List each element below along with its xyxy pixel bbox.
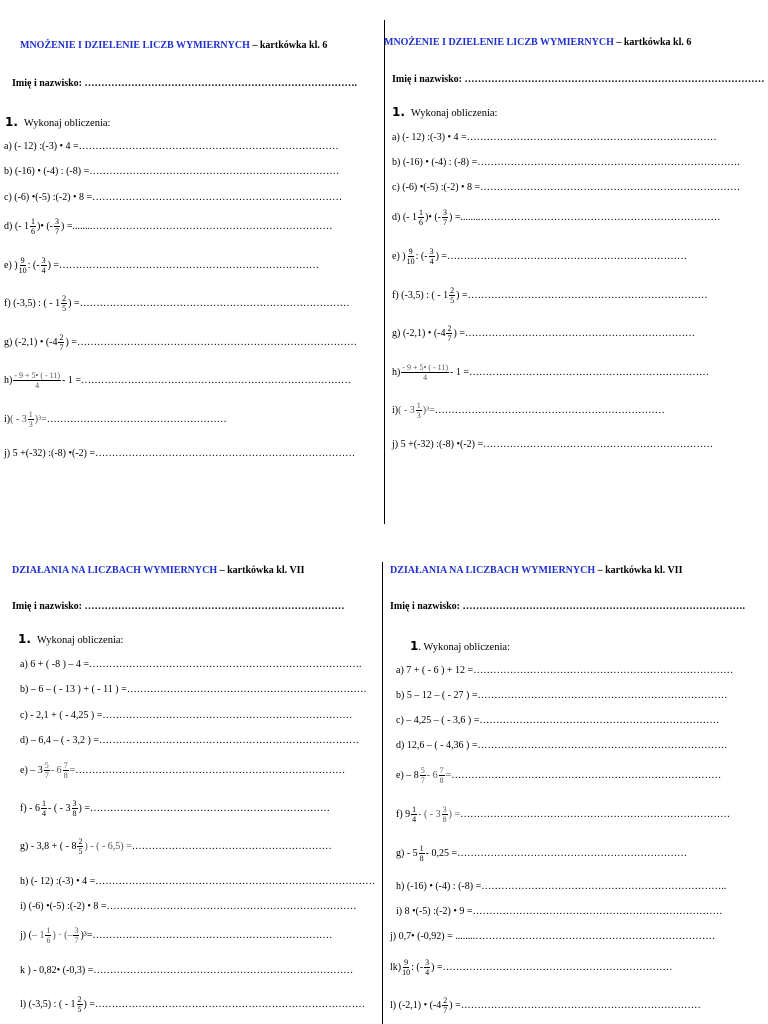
quiz-sheet-bottom-right <box>384 540 768 1024</box>
exercise-g[interactable]: g) - 3,8 + ( - 8 $\frac{2}{5}$ ) - ( - 6,5) = …………………………………………………… <box>20 837 332 856</box>
fraction: $\frac{2}{5}$ <box>450 286 455 305</box>
exercise-f[interactable]: f) - 6 $\frac{1}{4}$ - ( - 3 $\frac{3}{8}$ ) = ……………………………………………………………… <box>20 799 330 818</box>
fraction: $\frac{7}{8}$ <box>439 766 444 785</box>
exercise-k[interactable]: k ) - 0,82• (-0,3) = …………………………………………………………………… <box>20 965 354 976</box>
bottom-divider <box>382 562 383 1024</box>
fraction: $\frac{2}{7}$ <box>443 996 448 1015</box>
fraction: $\frac{1}{3}$ <box>416 401 421 420</box>
exercise-b[interactable]: b) (-16) • (-4) : (-8) = ……………………………………………………………………. <box>392 157 740 168</box>
fraction: $\frac{3}{7}$ <box>443 208 447 227</box>
exercise-e[interactable]: e) – 3 $\frac{5}{7}$ - 6 $\frac{7}{8}$ = ……………………………………………………………………… <box>20 761 346 780</box>
exercise-j[interactable]: j) 0,7• (-0,92) = ........ ……………………………………………………………… <box>390 931 716 942</box>
exercise-g[interactable]: g) (-2,1) • (-4 $\frac{2}{7}$ ) = …………………………………………………………… <box>392 324 695 343</box>
fraction: $\frac{1}{4}$ <box>412 805 417 824</box>
fraction: $\frac{9}{10}$ <box>18 256 27 275</box>
sheet-title: MNOŻENIE I DZIELENIE LICZB WYMIERNYCH – kartkówka kl. 6 <box>384 37 692 48</box>
sheet-title: MNOŻENIE I DZIELENIE LICZB WYMIERNYCH – kartkówka kl. 6 <box>20 40 328 51</box>
exercise-h[interactable]: h) (-16) • (-4) : (-8) = ……………………………………………………………….. <box>396 881 727 892</box>
fraction: $\frac{3}{8}$ <box>72 799 77 818</box>
exercise-j[interactable]: j) ( – 1 $\frac{1}{6}$ ) · (– $\frac{3}{7}$ )³= ……………………………………………………………… <box>20 926 333 945</box>
sheet-title: DZIAŁANIA NA LICZBACH WYMIERNYCH – kartkówka kl. VII <box>12 565 305 576</box>
exercise-b[interactable]: b) – 6 – ( - 13 ) + ( - 11 ) = ……………………………………………………………… <box>20 684 367 695</box>
fraction: $\frac{1}{6}$ <box>419 208 423 227</box>
exercise-k[interactable]: lk) $\frac{9}{10}$ : (- $\frac{3}{4}$ ) = …………………………………………………………… <box>390 958 673 977</box>
exercise-d[interactable]: d) (- 1 $\frac{1}{6}$ )• (- $\frac{3}{7}$ ) =........ ……………………………………………………………… <box>4 217 333 236</box>
task-heading: 1. Wykonaj obliczenia: <box>392 105 498 119</box>
exercise-h[interactable]: h) (- 12) :(-3) • 4 = ………………………………………………………………………… <box>20 876 376 887</box>
quiz-sheet-top-right <box>384 0 768 520</box>
fraction: $\frac{5}{7}$ <box>44 761 49 780</box>
exercise-d[interactable]: d) 12,6 – ( - 4,36 ) = ………………………………………………………………… <box>396 740 728 751</box>
sheet-title: DZIAŁANIA NA LICZBACH WYMIERNYCH – kartkówka kl. VII <box>390 565 683 576</box>
fraction: $\frac{7}{8}$ <box>63 761 68 780</box>
task-heading: 1. Wykonaj obliczenia: <box>18 632 124 646</box>
fraction: $\frac{1}{4}$ <box>42 799 46 818</box>
exercise-a[interactable]: a) 7 + ( - 6 ) + 12 = …………………………………………………………………… <box>396 665 734 676</box>
fraction: $\frac{3}{7}$ <box>74 926 79 945</box>
exercise-c[interactable]: c) - 2,1 + ( - 4,25 ) = ………………………………………………………………… <box>20 710 353 721</box>
exercise-g[interactable]: g) - 5 $\frac{1}{8}$ - 0,25 = …………………………………………………………… <box>396 844 688 863</box>
exercise-d[interactable]: d) – 6,4 – ( - 3,2 ) = …………………………………………………………………… <box>20 735 359 746</box>
exercise-a[interactable]: a) 6 + ( -8 ) – 4 = ………………………………………………………………………. <box>20 659 362 670</box>
exercise-b[interactable]: b) (-16) • (-4) : (-8) = ………………………………………………………………… <box>4 166 340 177</box>
exercise-l[interactable]: l) (-2,1) • (-4 $\frac{2}{7}$ ) = ……………………………………………………………… <box>390 996 701 1015</box>
fraction: $\frac{3}{7}$ <box>55 217 59 236</box>
exercise-g[interactable]: g) (-2,1) • (-4 $\frac{2}{7}$ ) = ………………………………………………………………………… <box>4 333 357 352</box>
fraction: $\frac{2}{5}$ <box>78 837 83 856</box>
exercise-d[interactable]: d) (- 1 $\frac{1}{6}$ )• (- $\frac{3}{7}$ ) =........ ……………………………………………………………… <box>392 208 721 227</box>
exercise-c[interactable]: c) (-6) •(-5) :(-2) • 8 = ………………………………………………………………… <box>4 192 343 203</box>
quiz-sheet-bottom-left <box>0 540 380 1024</box>
exercise-i[interactable]: i) ( - 3 $\frac{1}{3}$ )³= …………………………………………………………… <box>392 401 665 420</box>
exercise-i[interactable]: i) (-6) •(-5) :(-2) • 8 = ………………………………………………………………… <box>20 901 357 912</box>
exercise-e[interactable]: e) ) $\frac{9}{10}$ : (- $\frac{3}{4}$ ) = …………………………………………………………………… <box>4 256 320 275</box>
exercise-f[interactable]: f) (-3,5) : ( - 1 $\frac{2}{5}$ ) = ……………………………………………………………………… <box>4 294 350 313</box>
fraction: $\frac{3}{4}$ <box>425 958 430 977</box>
fraction: $\frac{1}{6}$ <box>31 217 35 236</box>
exercise-e[interactable]: e) – 8 $\frac{5}{7}$ - 6 $\frac{7}{8}$ = ……………………………………………………………………… <box>396 766 722 785</box>
name-field[interactable]: Imię i nazwisko: ……………………………………………………………………………… <box>392 74 765 85</box>
exercise-j[interactable]: j) 5 +(-32) :(-8) •(-2) = …………………………………………………………………… <box>4 448 356 459</box>
fraction: $\frac{3}{4}$ <box>429 247 434 266</box>
name-field[interactable]: Imię i nazwisko: …………………………………………………………………………. <box>390 601 745 612</box>
fraction: $\frac{1}{3}$ <box>28 410 33 429</box>
exercise-h[interactable]: h) $\frac{- 9 + 5• ( - 11)}{4}$ - 1 = ……………………………………………………………… <box>392 363 709 382</box>
fraction: $\frac{2}{5}$ <box>77 995 82 1014</box>
exercise-c[interactable]: c) (-6) •(-5) :(-2) • 8 = …………………………………………………………………… <box>392 182 741 193</box>
exercise-a[interactable]: a) (- 12) :(-3) • 4 = …………………………………………………………………… <box>4 141 339 152</box>
fraction: $\frac{9}{10}$ <box>402 958 411 977</box>
exercise-b[interactable]: b) 5 – 12 – ( - 27 ) = ………………………………………………………………… <box>396 690 728 701</box>
fraction: $\frac{2}{7}$ <box>59 333 64 352</box>
fraction: $\frac{3}{4}$ <box>41 256 46 275</box>
exercise-j[interactable]: j) 5 +(-32) :(-8) •(-2) = …………………………………………………………… <box>392 439 714 450</box>
exercise-h[interactable]: h) $\frac{- 9 + 5• ( - 11)}{4}$ - 1 = ……………………………………………………………………… <box>4 371 351 390</box>
fraction: $\frac{1}{6}$ <box>46 926 51 945</box>
name-field[interactable]: Imię i nazwisko: ………………………………………………………………………. <box>12 78 357 89</box>
fraction: $\frac{2}{7}$ <box>447 324 452 343</box>
exercise-e[interactable]: e) ) $\frac{9}{10}$ : (- $\frac{3}{4}$ ) = ……………………………………………………………… <box>392 247 688 266</box>
quiz-sheet-top-left <box>0 0 380 520</box>
fraction: $\frac{- 9 + 5• ( - 11)}{4}$ <box>14 371 61 390</box>
fraction: $\frac{9}{10}$ <box>406 247 415 266</box>
exercise-i[interactable]: i) ( - 3 $\frac{1}{3}$ )³= ……………………………………………… <box>4 410 227 429</box>
fraction: $\frac{1}{8}$ <box>419 844 424 863</box>
exercise-i[interactable]: i) 8 •(-5) :(-2) • 9 = ………………………………………………………………… <box>396 906 723 917</box>
exercise-f[interactable]: f) 9 $\frac{1}{4}$ - ( - 3 $\frac{3}{8}$ ) = ……………………………………………………………………… <box>396 805 731 824</box>
fraction: $\frac{2}{5}$ <box>62 294 67 313</box>
name-field[interactable]: Imię i nazwisko: …………………………………………………………………… <box>12 601 345 612</box>
exercise-c[interactable]: c) – 4,25 – ( - 3,6 ) = ……………………………………………………………… <box>396 715 720 726</box>
exercise-a[interactable]: a) (- 12) :(-3) • 4 = ………………………………………………………………… <box>392 132 717 143</box>
fraction: $\frac{- 9 + 5• ( - 11)}{4}$ <box>402 363 449 382</box>
task-heading: 1. Wykonaj obliczenia: <box>5 115 111 129</box>
exercise-f[interactable]: f) (-3,5) : ( - 1 $\frac{2}{5}$ ) = ……………………………………………………………… <box>392 286 708 305</box>
task-heading: 1. Wykonaj obliczenia: <box>410 639 510 653</box>
fraction: $\frac{3}{8}$ <box>442 805 447 824</box>
exercise-l[interactable]: l) (-3,5) : ( - 1 $\frac{2}{5}$ ) = ……………………………………………………………………… <box>20 995 366 1014</box>
fraction: $\frac{5}{7}$ <box>420 766 425 785</box>
